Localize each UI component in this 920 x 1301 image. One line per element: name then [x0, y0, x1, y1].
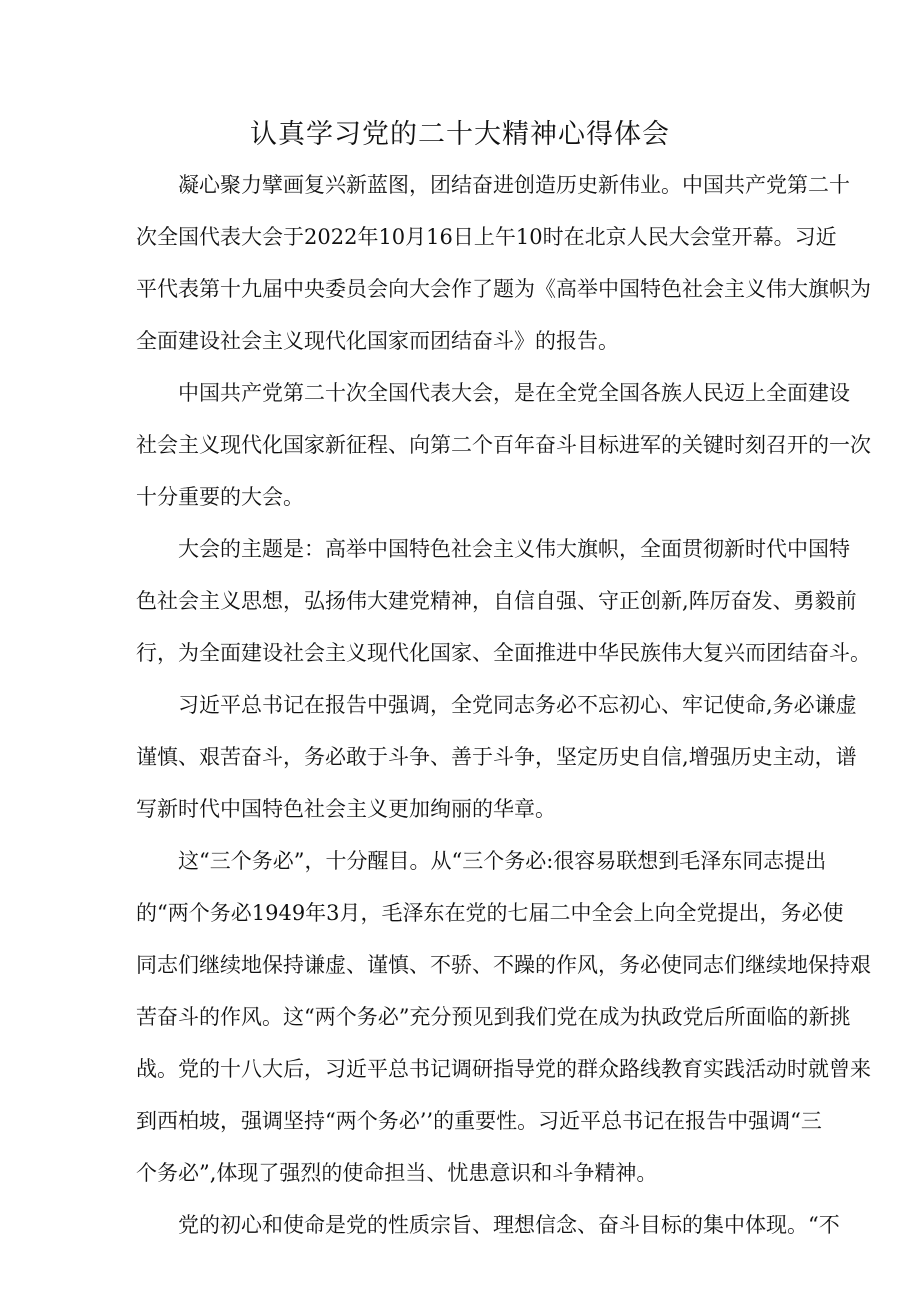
paragraph-5-line-7: 个务必”,体现了强烈的使命担当、忧患意识和斗争精神。 [136, 1161, 658, 1185]
paragraph-5-line-3: 同志们继续地保持谦虚、谨慎、不骄、不躁的作风，务必使同志们继续地保持艰 [136, 953, 871, 977]
paragraph-3-line-3: 行，为全面建设社会主义现代化国家、全面推进中华民族伟大复兴而团结奋斗。 [136, 641, 871, 665]
paragraph-4-line-3: 写新时代中国特色社会主义更加绚丽的华章。 [136, 797, 556, 821]
paragraph-1-line-1: 凝心聚力擘画复兴新蓝图，团结奋进创造历史新伟业。中国共产党第二十 [178, 173, 850, 197]
document-title: 认真学习党的二十大精神心得体会 [250, 119, 670, 150]
paragraph-1-line-2: 次全国代表大会于2022年10月16日上午10时在北京人民大会堂开幕。习近 [136, 225, 837, 249]
paragraph-1-line-3: 平代表第十九届中央委员会向大会作了题为《高举中国特色社会主义伟大旗帜为 [136, 277, 871, 301]
paragraph-5-line-4: 苦奋斗的作风。这“两个务必”充分预见到我们党在成为执政党后所面临的新挑 [136, 1005, 851, 1029]
paragraph-4-line-1: 习近平总书记在报告中强调，全党同志务必不忘初心、牢记使命,务必谦虚 [178, 693, 857, 717]
paragraph-6-line-1: 党的初心和使命是党的性质宗旨、理想信念、奋斗目标的集中体现。“不 [178, 1213, 840, 1237]
paragraph-1-line-4: 全面建设社会主义现代化国家而团结奋斗》的报告。 [136, 329, 619, 353]
paragraph-4-line-2: 谨慎、艰苦奋斗，务必敢于斗争、善于斗争，坚定历史自信,增强历史主动，谱 [136, 745, 857, 769]
paragraph-5-line-6: 到西柏坡，强调坚持“两个务必’’的重要性。习近平总书记在报告中强调“三 [136, 1109, 822, 1133]
paragraph-5-line-5: 战。党的十八大后，习近平总书记调研指导党的群众路线教育实践活动时就曾来 [136, 1057, 871, 1081]
paragraph-3-line-2: 色社会主义思想，弘扬伟大建党精神，自信自强、守正创新,阵厉奋发、勇毅前 [136, 589, 857, 613]
paragraph-2-line-2: 社会主义现代化国家新征程、向第二个百年奋斗目标进军的关键时刻召开的一次 [136, 433, 871, 457]
paragraph-5-line-1: 这“三个务必”，十分醒目。从“三个务必:很容易联想到毛泽东同志提出 [178, 849, 827, 873]
paragraph-2-line-3: 十分重要的大会。 [136, 485, 304, 509]
paragraph-2-line-1: 中国共产党第二十次全国代表大会，是在全党全国各族人民迈上全面建设 [178, 381, 850, 405]
paragraph-5-line-2: 的“两个务必1949年3月，毛泽东在党的七届二中全会上向全党提出，务必使 [136, 901, 844, 925]
paragraph-3-line-1: 大会的主题是：高举中国特色社会主义伟大旗帜，全面贯彻新时代中国特 [178, 537, 850, 561]
